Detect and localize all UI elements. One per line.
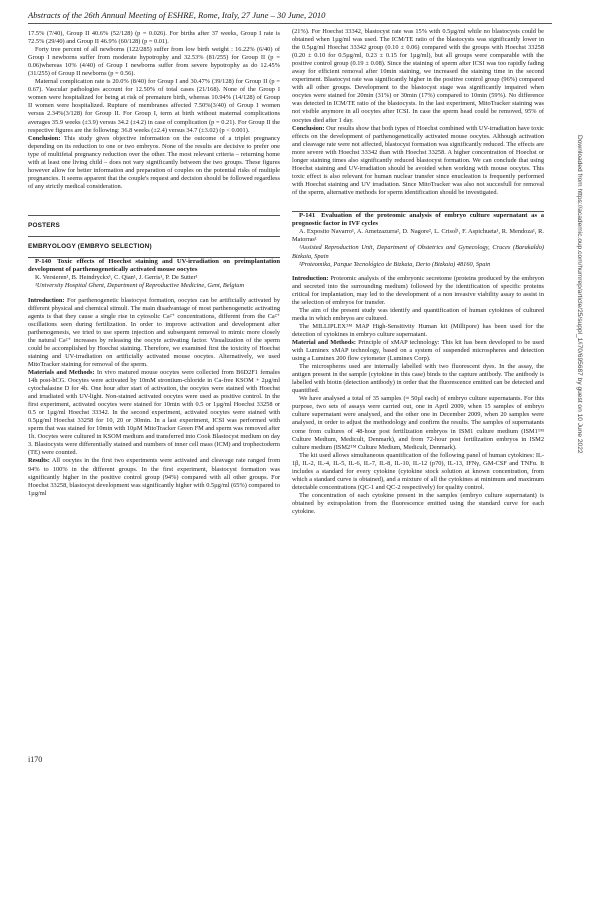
page-number: i170: [28, 755, 43, 764]
body-paragraph: (21%). For Hoechst 33342, blastocyst rate was 15% with 0.5µg/ml while no blastocysts could be obtained when 1µg/ml was used. The ICM/TE ratio of the blastocysts was significantly lower in the 0.5µg/ml Hoechst 33342 group (0.10 ± 0.06) compared with the groups with Hoechst 33258 (0.20 ± 0.10 for 0.5µg/ml, 0.23 ± 0.15 for 1µg/ml), but all groups were comparable with the positive control group (0.19 ± 0.08). Since the staining of sperm after ICSI was too rapidly fading away for efficient removal after 10min staining, we increased the staining time in the second experiment. Blastocyst rate was significantly higher in the positive control group (96%) compared with all other groups. Development to the blastocyst stage was significantly impaired when oocytes were stained for 20min (31%) or 30min (17%) compared to 10min (59%). No difference was detected in ICM/TE ratio of the blastocysts. In the last experiment, MitoTracker staining was not visible anymore in all oocytes after ICSI. In case the sperm head could be removed, 95% of oocytes died after 1 day.: [292, 28, 544, 124]
methods-text: In vivo matured mouse oocytes were collected from B6D2F1 females 14h post-hCG. Oocytes were activated by 10mM strontium-chloride in Ca-free KSOM + 2µg/ml cytochalasine D for 4h. One hour after start of activation, the oocytes were stained with Hoechst and irradiated with UV-light. Non-stained activated oocytes were used as positive control. In the first experiment, activated oocytes were stained for 10min with 0.5 or 1µg/ml Hoechst 33258 or 0.5 or 1µg/ml Hoechst 33342. In the second experiment, activated oocytes were stained with 0.5µg/ml Hoechst 33258 for 10, 20 or 30min. In a last experiment, ICSI was performed with sperm that was stained for 10min with 10µM MitoTracker Green FM and sperm was removed after 1h. Oocytes were cultured in KSOM medium and transferred into Cook Blastocyst medium on day 3. Blastocysts were differentially stained and numbers of inner cell mass (ICM) and trophectoderm (TE) were counted.: [28, 368, 281, 457]
abstract-title-text: Toxic effects of Hoechst staining and UV-irradiation on preimplantation development of parthenogenetically activated mouse oocytes: [28, 258, 280, 274]
body-paragraph: The microspheres used are internally labelled with two fluorescent dyes. In the assay, the antigen present in the sample (cytokine in this case) binds to the capture antibody. The antibody is labelled with biotin (detection antibody) in order that the fluorescence emitted can be detected and quantified.: [292, 363, 544, 395]
conclusion-label: Conclusion:: [28, 134, 61, 142]
download-watermark: Downloaded from https://academic.oup.com/humrep/article/25/suppl_1/i70/695687 by guest on 10 June 2022: [576, 135, 583, 454]
author-list: A. Exposito Navarro¹, A. Ametzazurra², D. Nagore², L. Crisol¹, F. Aspichueta¹, R. Mendoza¹, R. Matorras¹: [292, 228, 544, 244]
affiliation: ¹Assisted Reproduction Unit, Department of Obstetrics and Gynecology, Cruces (Barakaldo) Bizkaia, Spain: [292, 244, 544, 260]
conclusion-paragraph: [28, 135, 280, 191]
results-text: All oocytes in the first two experiments were activated and cleavage rate ranged from 94% to 100% in the different groups. In the first experiment, blastocyst formation was significantly higher in the positive control group (94%) compared with all other groups. For Hoechst 33258, blastocyst development was significantly higher with 0.5µg/ml (65%) compared to 1µg/ml: [28, 457, 280, 497]
body-paragraph: The kit used allows simultaneous quantification of the following panel of human cytokines: IL-1β, IL-2, IL-4, IL-5, IL-6, IL-7, IL-8, IL-10, IL-12 (p70), IL-13, IFNγ, GM-CSF and TNFα. It includes a standard for every cytokine (cytokine stock solution at known concentration, from which a standard curve is obtained), and a mixture of all the cytokines at minimum and maximum detectable concentrations (QC-1 and QC-2 respectively) for quality control.: [292, 451, 544, 491]
conclusion-text: This study gives objective information on the outcome of a triplet pregnancy depending on its reduction to one or two embryos. None of the results are decisive to prefer one type of multifetal pregnancy reduction over the other. The most relevant criteria – returning home with at least one living child – does not vary significantly between the two groups. These figures however allow for better information and preparation of couples on the potential risks of multiple pregnancies. It seems apparent that the couple's request and decision should be followed regardless of any strictly medical consideration.: [28, 134, 280, 190]
results-paragraph: [28, 457, 280, 497]
header-rule: [28, 23, 552, 24]
abstract-title-p141: [292, 212, 544, 228]
methods-paragraph: [292, 339, 544, 363]
body-paragraph: 17.5% (7/40), Group II 40.6% (52/128) (p = 0.026). For births after 37 weeks, Group I rate is 72.5% (29/40) and Group II 46.9% (60/128) (p = 0.01).: [28, 30, 280, 46]
body-paragraph: The MILLIPLEX™ MAP High-Sensitivity Human kit (Millipore) has been used for the detection of cytokines in embryo culture supernatant.: [292, 322, 544, 338]
intro-text: For parthenogenetic blastocyst formation, oocytes can be artificially activated by different physical and chemical stimuli. The main disadvantage of most parthenogenetic activating agents is that they cause a single rise in cytosolic Ca²⁺ concentrations, different from the Ca²⁺ oscillations seen during fertilization. In order to improve activation and development after parthenogenesis, we tried to use sperm injection and subsequent removal to mimic more closely the natural Ca²⁺ increases by releasing the oocyte activating factor. Visualization of the sperm could be accomplished by Hoechst staining. Therefore, we examined first the toxicity of Hoechst staining and UV-irradiation on artificially activated mouse oocytes. Alternatively, we used MitoTracker staining for removal of the sperm.: [28, 296, 280, 368]
methods-label: Material and Methods:: [292, 339, 356, 346]
intro-label: Introduction:: [292, 274, 329, 282]
abstract-number: P-141: [299, 211, 316, 219]
affiliation: ¹University Hospital Ghent, Department of Reproductive Medicine, Gent, Belgium: [35, 282, 245, 290]
methods-text: Principle of xMAP technology: This kit has been developed to be used with Luminex xMAP technology, based on a system of suspended microspheres and detection using a Luminex 200 flow cytometer (Luminex Corp).: [292, 339, 545, 363]
intro-text: Proteomic analysis of the embryonic secretome (proteins produced by the embryon and secreted into the surrounding medium) followed by the identification of specific proteins critical for implantation, may led to the development of a non invasive viability assay to assist in the selection of embryos for transfer.: [292, 274, 544, 306]
left-column: [28, 30, 280, 498]
posters-section: [28, 215, 280, 258]
abstract-title-p140: [28, 258, 280, 274]
author-list: K. Versieren¹, B. Heindryckx¹, C. Qian¹, J. Gerris¹, P. De Sutter¹: [35, 274, 198, 282]
intro-label: Introduction:: [28, 296, 65, 304]
body-paragraph: The aim of the present study was identify and quantification of human cytokines of cultured media in which embryos are cultured.: [292, 306, 544, 322]
intro-paragraph: [292, 275, 544, 307]
body-paragraph: We have analysed a total of 35 samples (≈ 50µl each) of embryo culture supernatants. For this purpose, two sets of assays were carried out, one in April 2009, when 15 samples of embryo culture supernatant were analysed, and the other one in December 2009, when 20 samples were analysed, in order to adjust the methodology and confirm the results. The samples of supernatants come from cultures of 48-hour post fertilization embryos in ISM1 culture medium (ISM1™ Culture Medium, Medicult, Denmark), and from 72-hour post fertilization embryos in ISM2 culture medium (ISM2™ Culture Medium, Medicult, Denmark).: [292, 395, 544, 451]
posters-heading: POSTERS: [28, 221, 60, 229]
abstract-title-text: Evaluation of the proteomic analysis of embryo culture supernatant as a prognostic factor in IVF cycles: [292, 211, 544, 228]
session-heading: EMBRYOLOGY (EMBRYO SELECTION): [28, 242, 152, 250]
intro-paragraph: [28, 297, 280, 369]
journal-running-header: Abstracts of the 26th Annual Meeting of ESHRE, Rome, Italy, 27 June – 30 June, 2010: [28, 10, 326, 20]
results-label: Results:: [28, 457, 50, 465]
body-paragraph: Maternal complication rate is 20.0% (8/40) for Group I and 30.47% (39/128) for Group II (p = 0.67). Vascular pathologies account for 12.50% of total cases (21/168). None of the Group I women were hospitalized for being at risk of premature birth, whereas 10.94% (14/128) of Group II women were hospitalized. Rupture of membranes affected 7.50%(3/40) of Group I women versus 2.34%(3/128) for Group II. For Group I, term at birth without maternal complications averages 35.9 weeks (±3.9) versus 34.2 (±4.2) in case of complication (p = 0.21). For Group II the respective figures are the following: 36.8 weeks (±2.4) versus 34.7 (±3.02) (p < 0.001).: [28, 78, 280, 134]
conclusion-paragraph: [292, 125, 544, 197]
methods-label: Materials and Methods:: [28, 368, 95, 376]
body-paragraph: The concentration of each cytokine present in the samples (embryo culture supernatant) is obtained by extrapolation from the fluorescence emitted using the standard curve for each cytokine.: [292, 491, 544, 515]
conclusion-text: Our results show that both types of Hoechst combined with UV-irradiation have toxic effects on the development of parthenogenetically activated mouse oocytes. Although activation and cleavage rate were not affected, blastocyst formation was significantly reduced. The effects are more severe with Hoechst 33342 than with Hoechst 33258. A higher concentration of Hoechst or longer staining times also significantly reduced blastocyst formation. We can conclude that using Hoechst staining and UV-irradiation should be avoided when working with mouse oocytes. This toxic effect is also relevant for human nuclear transfer since enucleation is frequently performed with Hoechst staining and UV irradiation. Since MitoTracker was also not succesfull for removal of the sperm, alternative methods for sperm identification should be investigated.: [292, 124, 544, 196]
right-column: [292, 28, 544, 516]
methods-paragraph: [28, 369, 280, 458]
conclusion-label: Conclusion:: [292, 124, 325, 132]
abstract-number: P-140: [35, 258, 52, 266]
affiliation: ²Proteomika, Parque Tecnológico de Bizkaia, Derio (Bizkaia) 48160, Spain: [299, 260, 491, 268]
body-paragraph: Forty tree percent of all newborns (122/285) suffer from low birth weight : 16.22% (6/40) of Group I newborns suffer from moderate hypotrophy and 32.53% (81/255) for Group II (p = 0.06)whereas 10% (4/40) of Group I newborns suffer from severe hypotrophy as do 12.45% (31/255) of Group II newborns (p = 0.56).: [28, 46, 280, 78]
